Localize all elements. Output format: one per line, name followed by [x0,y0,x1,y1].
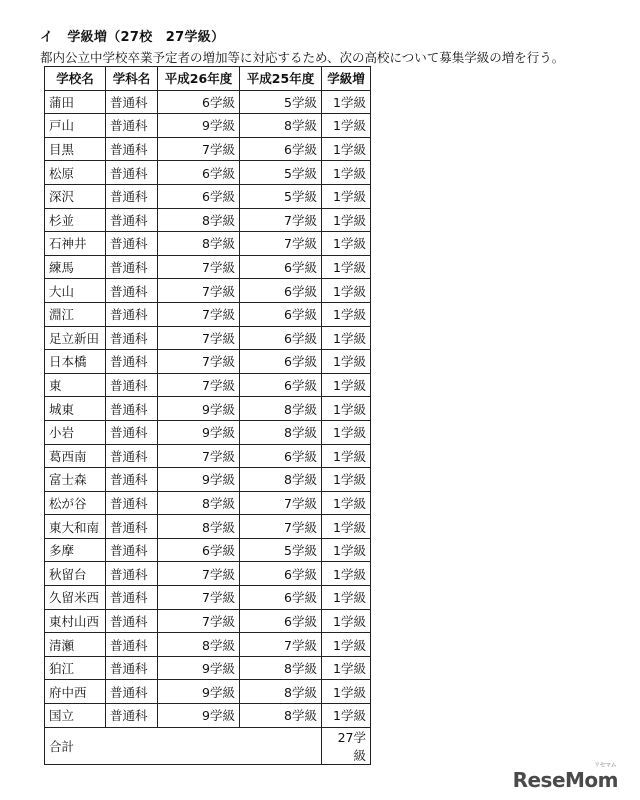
cell-h25: 7学級 [240,232,322,256]
cell-increase: 1学級 [322,609,371,633]
table-row [45,90,371,114]
table-header-row [45,67,371,91]
table-row [45,397,371,421]
cell-school-name: 東村山西 [45,609,106,633]
cell-department: 普通科 [106,279,158,303]
cell-increase: 1学級 [322,562,371,586]
table-row [45,350,371,374]
cell-h26: 8学級 [158,491,240,515]
cell-h26: 7学級 [158,586,240,610]
cell-increase: 1学級 [322,656,371,680]
cell-school-name: 日本橋 [45,350,106,374]
cell-department: 普通科 [106,468,158,492]
total-row [45,727,371,764]
cell-h25: 5学級 [240,538,322,562]
cell-h26: 6学級 [158,90,240,114]
header-h25: 平成25年度 [240,67,322,91]
cell-h25: 8学級 [240,680,322,704]
header-school-name: 学校名 [45,67,106,91]
cell-school-name: 多摩 [45,538,106,562]
cell-department: 普通科 [106,633,158,657]
cell-h26: 9学級 [158,680,240,704]
table-row [45,680,371,704]
cell-h25: 7学級 [240,208,322,232]
total-value: 27学級 [322,727,371,764]
cell-h26: 6学級 [158,538,240,562]
cell-increase: 1学級 [322,279,371,303]
cell-department: 普通科 [106,680,158,704]
cell-school-name: 目黒 [45,137,106,161]
table-row [45,326,371,350]
cell-h26: 7学級 [158,562,240,586]
cell-school-name: 松原 [45,161,106,185]
cell-department: 普通科 [106,232,158,256]
cell-h25: 6学級 [240,326,322,350]
cell-h26: 9学級 [158,420,240,444]
cell-h25: 8学級 [240,468,322,492]
cell-school-name: 東大和南 [45,515,106,539]
cell-school-name: 秋留台 [45,562,106,586]
table-row [45,515,371,539]
table-row [45,704,371,728]
cell-h26: 7学級 [158,302,240,326]
cell-increase: 1学級 [322,302,371,326]
cell-h25: 8学級 [240,420,322,444]
school-class-increase-table [44,66,371,765]
cell-increase: 1学級 [322,184,371,208]
section-heading [40,26,224,45]
cell-department: 普通科 [106,137,158,161]
cell-h26: 7学級 [158,279,240,303]
cell-increase: 1学級 [322,137,371,161]
cell-h25: 6学級 [240,373,322,397]
table-row [45,114,371,138]
cell-h25: 8学級 [240,114,322,138]
cell-increase: 1学級 [322,586,371,610]
total-label: 合計 [45,727,322,764]
table-row [45,586,371,610]
cell-h26: 8学級 [158,515,240,539]
cell-increase: 1学級 [322,420,371,444]
cell-school-name: 深沢 [45,184,106,208]
cell-department: 普通科 [106,656,158,680]
table-row [45,444,371,468]
cell-school-name: 練馬 [45,255,106,279]
cell-h25: 6学級 [240,302,322,326]
cell-department: 普通科 [106,302,158,326]
table-row [45,609,371,633]
cell-department: 普通科 [106,609,158,633]
cell-h25: 6学級 [240,586,322,610]
cell-department: 普通科 [106,586,158,610]
cell-department: 普通科 [106,208,158,232]
cell-h26: 7学級 [158,326,240,350]
cell-h26: 8学級 [158,232,240,256]
cell-h26: 9学級 [158,114,240,138]
cell-h26: 9学級 [158,656,240,680]
cell-h26: 9学級 [158,397,240,421]
intro-text: 都内公立中学校卒業予定者の増加等に対応するため、次の高校について募集学級の増を行う。 [40,50,565,65]
cell-increase: 1学級 [322,373,371,397]
table-row [45,302,371,326]
cell-increase: 1学級 [322,538,371,562]
cell-h26: 7学級 [158,373,240,397]
cell-school-name: 足立新田 [45,326,106,350]
cell-school-name: 葛西南 [45,444,106,468]
cell-h26: 7学級 [158,137,240,161]
table-row [45,208,371,232]
cell-h25: 6学級 [240,350,322,374]
cell-school-name: 東 [45,373,106,397]
table-row [45,255,371,279]
cell-h26: 7学級 [158,609,240,633]
cell-department: 普通科 [106,373,158,397]
logo-subtext: リセマム [594,762,616,769]
cell-h25: 8学級 [240,397,322,421]
cell-h26: 6学級 [158,161,240,185]
table-row [45,468,371,492]
cell-h25: 6学級 [240,609,322,633]
cell-h25: 5学級 [240,161,322,185]
cell-department: 普通科 [106,350,158,374]
table-row [45,538,371,562]
cell-h26: 9学級 [158,468,240,492]
cell-school-name: 小岩 [45,420,106,444]
table-row [45,232,371,256]
cell-department: 普通科 [106,114,158,138]
cell-increase: 1学級 [322,255,371,279]
cell-increase: 1学級 [322,468,371,492]
table-row [45,420,371,444]
table-row [45,373,371,397]
cell-school-name: 杉並 [45,208,106,232]
cell-department: 普通科 [106,397,158,421]
cell-school-name: 松が谷 [45,491,106,515]
table-row [45,656,371,680]
cell-department: 普通科 [106,184,158,208]
cell-increase: 1学級 [322,232,371,256]
cell-h25: 6学級 [240,137,322,161]
cell-department: 普通科 [106,491,158,515]
cell-department: 普通科 [106,704,158,728]
cell-increase: 1学級 [322,161,371,185]
cell-h25: 7学級 [240,491,322,515]
cell-school-name: 淵江 [45,302,106,326]
cell-school-name: 狛江 [45,656,106,680]
cell-department: 普通科 [106,515,158,539]
table-row [45,279,371,303]
cell-increase: 1学級 [322,208,371,232]
resemom-logo [512,762,618,792]
header-department: 学科名 [106,67,158,91]
cell-h25: 5学級 [240,90,322,114]
cell-department: 普通科 [106,420,158,444]
cell-school-name: 石神井 [45,232,106,256]
cell-school-name: 久留米西 [45,586,106,610]
cell-school-name: 富士森 [45,468,106,492]
header-increase: 学級増 [322,67,371,91]
cell-school-name: 大山 [45,279,106,303]
cell-h25: 7学級 [240,633,322,657]
cell-department: 普通科 [106,444,158,468]
cell-h26: 7学級 [158,350,240,374]
cell-increase: 1学級 [322,704,371,728]
cell-h26: 8学級 [158,633,240,657]
cell-increase: 1学級 [322,491,371,515]
cell-h25: 6学級 [240,255,322,279]
cell-h25: 6学級 [240,279,322,303]
cell-h26: 9学級 [158,704,240,728]
table-row [45,633,371,657]
cell-increase: 1学級 [322,397,371,421]
section-title: 学級増（27校 27学級） [67,30,225,45]
cell-school-name: 戸山 [45,114,106,138]
cell-h25: 8学級 [240,656,322,680]
cell-department: 普通科 [106,326,158,350]
cell-h26: 8学級 [158,208,240,232]
table-row [45,491,371,515]
table-row [45,184,371,208]
section-marker: イ [40,30,54,45]
cell-increase: 1学級 [322,90,371,114]
cell-h25: 6学級 [240,444,322,468]
table-row [45,137,371,161]
cell-h25: 8学級 [240,704,322,728]
cell-h26: 7学級 [158,444,240,468]
cell-h25: 5学級 [240,184,322,208]
cell-h26: 7学級 [158,255,240,279]
cell-increase: 1学級 [322,326,371,350]
cell-school-name: 国立 [45,704,106,728]
cell-department: 普通科 [106,255,158,279]
cell-department: 普通科 [106,562,158,586]
cell-h26: 6学級 [158,184,240,208]
cell-increase: 1学級 [322,633,371,657]
cell-department: 普通科 [106,161,158,185]
cell-school-name: 城東 [45,397,106,421]
cell-school-name: 府中西 [45,680,106,704]
cell-h25: 6学級 [240,562,322,586]
table-row [45,161,371,185]
cell-h25: 7学級 [240,515,322,539]
cell-increase: 1学級 [322,114,371,138]
cell-department: 普通科 [106,538,158,562]
table-row [45,562,371,586]
logo-text: ReseMom [512,768,618,792]
cell-school-name: 清瀬 [45,633,106,657]
cell-school-name: 蒲田 [45,90,106,114]
cell-department: 普通科 [106,90,158,114]
cell-increase: 1学級 [322,444,371,468]
cell-increase: 1学級 [322,515,371,539]
cell-increase: 1学級 [322,680,371,704]
header-h26: 平成26年度 [158,67,240,91]
cell-increase: 1学級 [322,350,371,374]
